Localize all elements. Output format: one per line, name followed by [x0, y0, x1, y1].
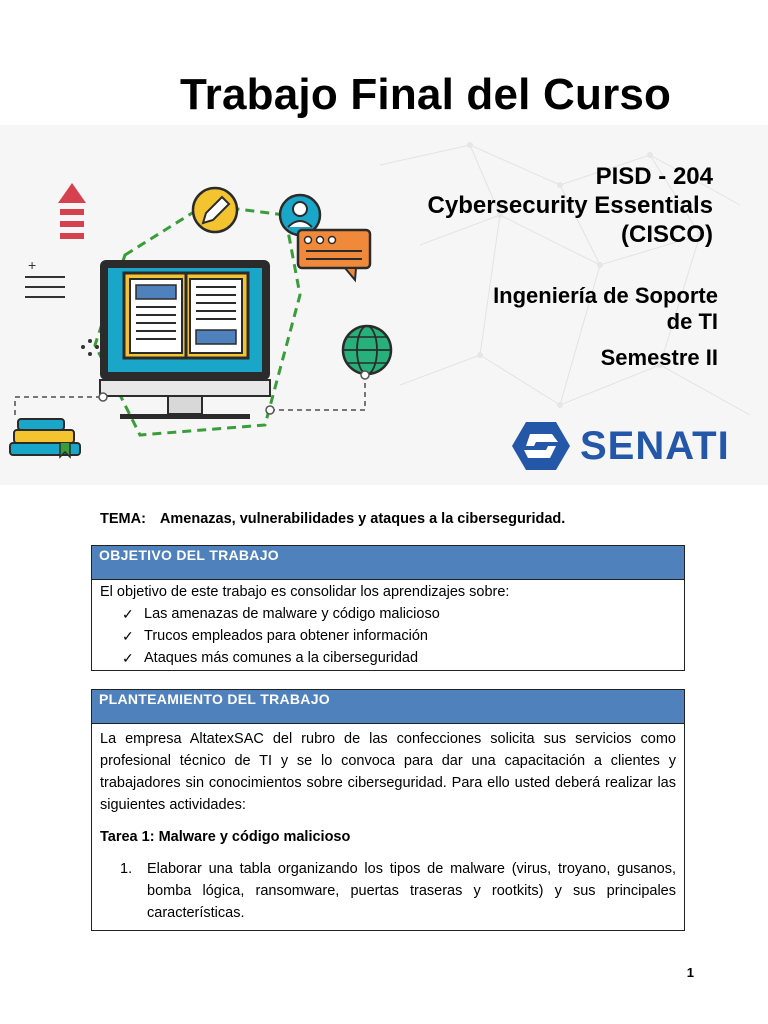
- statement-body: [92, 724, 684, 930]
- checkmark-icon: ✓: [122, 606, 134, 622]
- objective-heading: OBJETIVO DEL TRABAJO: [92, 546, 684, 580]
- program-line-2: de TI: [666, 309, 718, 334]
- senati-logo-text: SENATI: [580, 423, 730, 468]
- objective-body: [92, 580, 684, 670]
- step-text: Elaborar una tabla organizando los tipos de malware (virus, troyano, gusanos, bomba lógica, ransomware, puertas traseras y rootkits) y sus principales características.: [147, 861, 676, 921]
- statement-heading: PLANTEAMIENTO DEL TRABAJO: [92, 690, 684, 724]
- list-item: ✓ Las amenazas de malware y código malicioso: [122, 603, 676, 625]
- course-info: [428, 162, 713, 249]
- program-info: [493, 283, 718, 335]
- statement-paragraph: La empresa AltatexSAC del rubro de las confecciones solicita sus servicios como profesional técnico de TI y se lo convoca para dar una capacitación a clientes y trabajadores sin conocimientos sobre ciberseguridad. Para ello usted deberá realizar las siguientes actividades:: [100, 731, 676, 813]
- checkmark-icon: ✓: [122, 628, 134, 644]
- senati-logo-icon: [512, 420, 570, 472]
- task-title: Tarea 1: Malware y código malicioso: [100, 829, 351, 845]
- course-provider: (CISCO): [621, 221, 713, 248]
- svg-text:+: +: [28, 257, 37, 273]
- list-item: [100, 858, 676, 924]
- chat-bubble-icon: [298, 230, 370, 268]
- topic-label: TEMA:: [100, 511, 146, 527]
- objective-intro: El objetivo de este trabajo es consolidar los aprendizajes sobre:: [100, 584, 510, 600]
- course-code: PISD - 204: [595, 163, 713, 190]
- page-title: Trabajo Final del Curso: [180, 70, 672, 119]
- list-item: ✓ Trucos empleados para obtener información: [122, 625, 676, 647]
- step-number: 1.: [120, 861, 133, 877]
- arrow-up-icon: [58, 183, 86, 203]
- topic-line: [100, 511, 565, 527]
- page-number: 1: [686, 965, 694, 980]
- books-icon: [10, 419, 80, 457]
- objective-list: [100, 603, 676, 669]
- objective-table: [91, 545, 685, 671]
- course-name: Cybersecurity Essentials: [427, 192, 713, 219]
- topic-text: Amenazas, vulnerabilidades y ataques a la ciberseguridad.: [159, 511, 566, 527]
- list-item: ✓ Ataques más comunes a la ciberseguridad: [122, 647, 676, 669]
- checkmark-icon: ✓: [122, 650, 134, 666]
- senati-logo: [512, 420, 730, 472]
- statement-table: [91, 689, 685, 931]
- semester: Semestre II: [600, 345, 718, 370]
- program-line-1: Ingeniería de Soporte: [493, 283, 718, 308]
